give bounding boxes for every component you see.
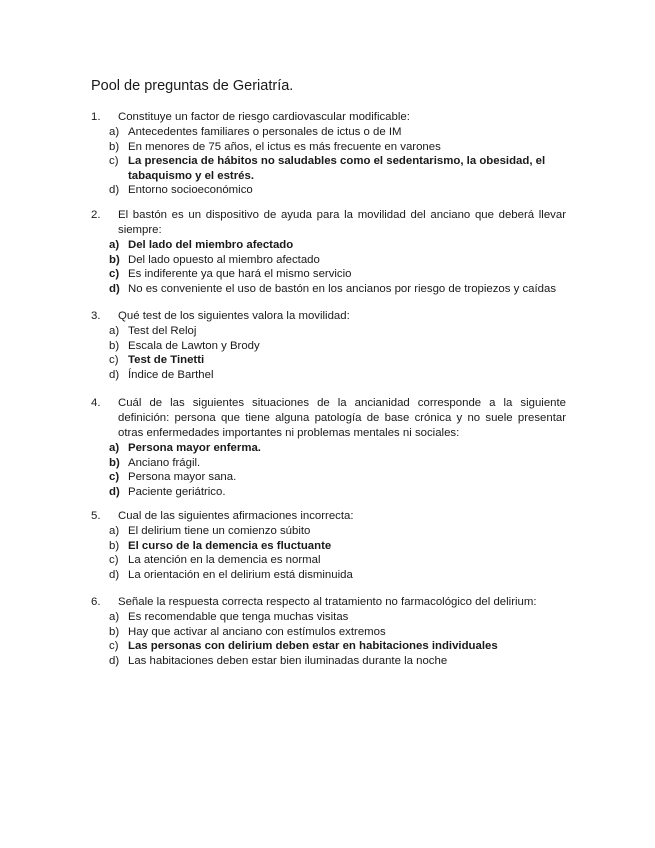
option-letter: d) — [109, 485, 120, 498]
options-list — [91, 324, 566, 382]
option-text-correct: La presencia de hábitos no saludables como el sedentarismo, la obesidad, el tabaquismo y el estrés. — [128, 155, 546, 182]
question-number: 6. — [91, 596, 101, 608]
option-text: La atención en la demencia es normal — [128, 554, 321, 567]
option-a — [91, 238, 566, 253]
option-b — [91, 456, 566, 471]
option-c — [91, 154, 566, 183]
option-letter: c) — [109, 471, 120, 484]
option-letter: a) — [109, 325, 120, 337]
question-number: 3. — [91, 310, 101, 322]
option-letter: c) — [109, 354, 119, 367]
option-text: Test del Reloj — [128, 325, 197, 337]
option-letter: b) — [109, 456, 120, 469]
option-d — [91, 183, 566, 198]
option-letter: c) — [109, 155, 119, 168]
question-number: 4. — [91, 397, 101, 409]
option-text: El delirium tiene un comienzo súbito — [128, 525, 311, 537]
question-number: 2. — [91, 209, 101, 221]
question-2 — [91, 208, 566, 296]
question-4 — [91, 396, 566, 499]
option-b — [91, 339, 566, 354]
option-b — [91, 539, 566, 554]
option-letter: a) — [109, 126, 120, 138]
option-letter: b) — [109, 140, 120, 153]
question-6 — [91, 595, 566, 668]
option-letter: d) — [109, 368, 120, 381]
option-text: La orientación en el delirium está disminuida — [128, 568, 353, 581]
option-c — [91, 353, 566, 368]
question-number: 5. — [91, 510, 101, 522]
option-text: Es indiferente ya que hará el mismo servicio — [128, 268, 352, 281]
option-letter: a) — [109, 239, 120, 251]
option-letter: d) — [109, 654, 120, 667]
option-letter: c) — [109, 554, 119, 567]
option-text: Del lado opuesto al miembro afectado — [128, 253, 320, 266]
option-text: Hay que activar al anciano con estímulos extremos — [128, 625, 386, 638]
option-text-correct: El curso de la demencia es fluctuante — [128, 539, 332, 552]
question-text: Señale la respuesta correcta respecto al tratamiento no farmacológico del delirium: — [118, 596, 537, 608]
option-letter: d) — [109, 568, 120, 581]
option-letter: b) — [109, 625, 120, 638]
option-letter: c) — [109, 268, 120, 281]
option-letter: d) — [109, 282, 120, 295]
option-c — [91, 267, 566, 282]
option-a — [91, 524, 566, 539]
option-b — [91, 140, 566, 155]
question-stem — [91, 208, 566, 238]
question-stem — [91, 509, 566, 524]
option-c — [91, 553, 566, 568]
question-text: Qué test de los siguientes valora la movilidad: — [118, 310, 350, 322]
option-text: Las habitaciones deben estar bien iluminadas durante la noche — [128, 654, 448, 667]
option-d — [91, 485, 566, 500]
option-text: Índice de Barthel — [128, 368, 214, 381]
option-c — [91, 470, 566, 485]
option-letter: a) — [109, 525, 120, 537]
question-stem — [91, 110, 566, 125]
question-5 — [91, 509, 566, 582]
option-text: Anciano frágil. — [128, 456, 201, 469]
question-stem — [91, 396, 566, 441]
options-list — [91, 441, 566, 499]
option-letter: d) — [109, 184, 120, 197]
option-letter: a) — [109, 442, 120, 454]
option-c — [91, 639, 566, 654]
option-text: No es conveniente el uso de bastón en los ancianos por riesgo de tropiezos y caídas — [128, 282, 557, 295]
option-text: Antecedentes familiares o personales de ictus o de IM — [128, 126, 402, 138]
option-letter: c) — [109, 640, 119, 653]
option-d — [91, 654, 566, 669]
option-a — [91, 610, 566, 625]
option-letter: b) — [109, 339, 120, 352]
options-list — [91, 125, 566, 198]
question-3 — [91, 309, 566, 382]
options-list — [91, 610, 566, 668]
option-text: En menores de 75 años, el ictus es más frecuente en varones — [128, 140, 441, 153]
question-stem — [91, 595, 566, 610]
options-list — [91, 524, 566, 582]
option-letter: b) — [109, 539, 120, 552]
option-a — [91, 125, 566, 140]
option-a — [91, 324, 566, 339]
option-b — [91, 625, 566, 640]
question-text: Cuál de las siguientes situaciones de la ancianidad corresponde a la siguiente definición: persona que tiene alguna patología de base crónica y no suele presentar otras enfermedades importantes ni problemas mentales ni sociales: — [118, 397, 566, 439]
options-list — [91, 238, 566, 296]
option-text-correct: Las personas con delirium deben estar en habitaciones individuales — [128, 640, 498, 653]
option-letter: a) — [109, 611, 120, 623]
option-a — [91, 441, 566, 456]
option-b — [91, 253, 566, 268]
option-text: Paciente geriátrico. — [128, 485, 226, 498]
option-text: Persona mayor sana. — [128, 471, 237, 484]
question-stem — [91, 309, 566, 324]
option-d — [91, 282, 566, 297]
page-title: Pool de preguntas de Geriatría. — [91, 78, 294, 94]
option-text-correct: Del lado del miembro afectado — [128, 239, 294, 251]
question-number: 1. — [91, 111, 101, 123]
option-d — [91, 368, 566, 383]
option-text-correct: Persona mayor enferma. — [128, 442, 261, 454]
option-text: Entorno socioeconómico — [128, 184, 253, 197]
option-text: Escala de Lawton y Brody — [128, 339, 260, 352]
option-text: Es recomendable que tenga muchas visitas — [128, 611, 349, 623]
question-text: El bastón es un dispositivo de ayuda para la movilidad del anciano que deberá llevar siempre: — [118, 209, 566, 236]
option-letter: b) — [109, 253, 120, 266]
option-text-correct: Test de Tinetti — [128, 354, 205, 367]
question-1 — [91, 110, 566, 198]
option-d — [91, 568, 566, 583]
question-text: Constituye un factor de riesgo cardiovascular modificable: — [118, 111, 410, 123]
question-text: Cual de las siguientes afirmaciones incorrecta: — [118, 510, 354, 522]
